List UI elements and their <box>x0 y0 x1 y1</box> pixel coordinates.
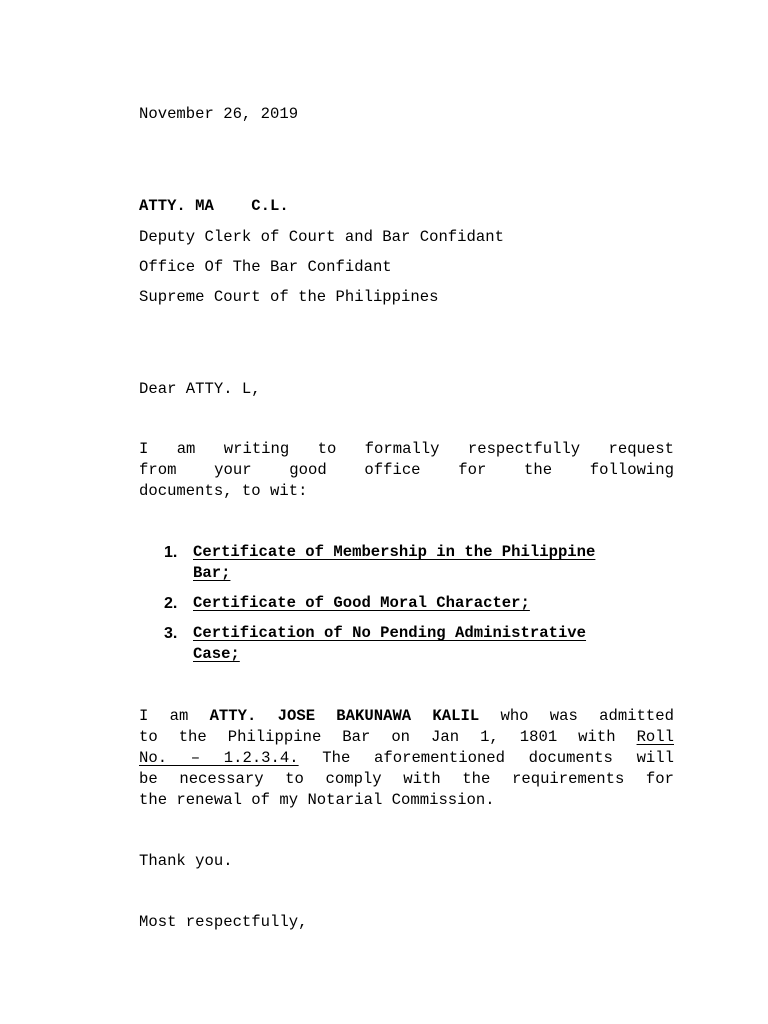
intro-line: I am writing to formally respectfully request <box>139 440 674 458</box>
body-text: to the Philippine Bar on Jan 1, 1801 with <box>139 728 637 746</box>
body-paragraph <box>139 706 674 811</box>
body-line <box>139 706 674 727</box>
recipient-name: ATTY. MA C.L. <box>139 197 289 215</box>
body-line: the renewal of my Notarial Commission. <box>139 791 495 809</box>
attorney-name: ATTY. JOSE BAKUNAWA KALIL <box>209 707 480 725</box>
letter-date: November 26, 2019 <box>139 105 299 123</box>
list-item-text: Certificate of Membership in the Philippine <box>193 543 596 561</box>
intro-line: documents, to wit: <box>139 482 308 500</box>
recipient-office: Office Of The Bar Confidant <box>139 258 392 276</box>
list-item <box>164 542 684 584</box>
list-item-text: Certificate of Good Moral Character; <box>193 594 530 612</box>
salutation: Dear ATTY. L, <box>139 380 261 398</box>
list-number: 1. <box>164 544 178 561</box>
list-item-text: Case; <box>193 645 240 663</box>
body-line <box>139 748 674 769</box>
list-item <box>164 593 684 614</box>
body-text: The aforementioned documents will <box>298 749 674 767</box>
list-item-text: Certification of No Pending Administrative <box>193 624 587 642</box>
list-item <box>164 623 684 665</box>
body-line: be necessary to comply with the requirements for <box>139 770 674 788</box>
body-line <box>139 727 674 748</box>
closing-line: Most respectfully, <box>139 913 308 931</box>
list-number: 3. <box>164 625 178 642</box>
thanks-line: Thank you. <box>139 852 233 870</box>
roll-number: Roll <box>636 728 674 746</box>
list-number: 2. <box>164 595 178 612</box>
recipient-court: Supreme Court of the Philippines <box>139 288 439 306</box>
intro-paragraph <box>139 439 674 502</box>
requested-documents-list <box>164 542 684 674</box>
roll-number: No. – 1.2.3.4. <box>139 749 299 767</box>
intro-line: from your good office for the following <box>139 461 674 479</box>
recipient-title: Deputy Clerk of Court and Bar Confidant <box>139 228 504 246</box>
body-text: who was admitted <box>479 707 674 725</box>
list-item-text: Bar; <box>193 564 231 582</box>
body-text: I am <box>139 707 210 725</box>
